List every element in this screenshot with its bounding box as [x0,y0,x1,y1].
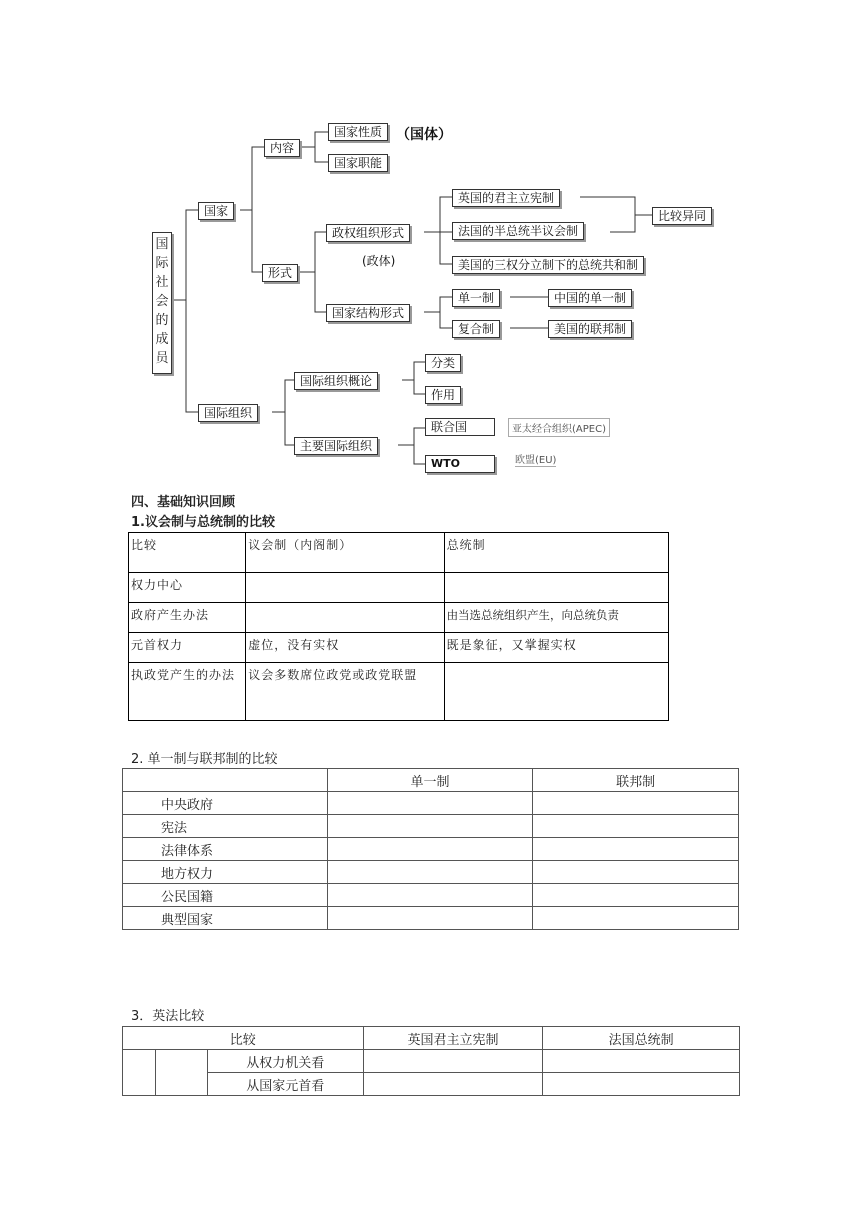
section-heading: 四、基础知识回顾 [131,495,236,510]
table-cell: 从权力机关看 [207,1050,363,1073]
table-row [123,1073,740,1096]
mindmap-connectors [0,0,860,480]
table-cell: 宪法 [123,815,328,838]
table-parliament-vs-presidential [128,532,669,721]
table-cell: 比较 [123,1027,364,1050]
table-row [123,1050,740,1073]
table-row [123,815,739,838]
table-cell: 权力中心 [129,573,246,603]
table-cell: 政府产生办法 [129,603,246,633]
node-eu: 欧盟(EU) [515,451,556,467]
table-cell: 执政党产生的办法 [129,663,246,721]
section3-title: 3．英法比较 [131,1009,205,1024]
mindmap-root: 国 际 社 会 的 成 员 [152,232,172,374]
node-un: 联合国 [425,418,495,436]
table-cell: 元首权力 [129,633,246,663]
table-unitary-vs-federal [122,768,739,930]
node-functions: 国家职能 [328,154,388,172]
table-cell: 虚位，没有实权 [246,633,444,663]
table-cell: 比较 [129,533,246,573]
table-cell: 从国家元首看 [207,1073,363,1096]
node-uk: 英国的君主立宪制 [452,189,560,207]
table-cell: 法国总统制 [543,1027,740,1050]
table-row [123,792,739,815]
table-cell [444,573,668,603]
node-intl-concept: 国际组织概论 [294,372,378,390]
table-row [123,884,739,907]
node-china-unitary: 中国的单一制 [548,289,632,307]
table-cell: 联邦制 [533,769,739,792]
table-cell: 由当选总统组织产生，向总统负责 [444,603,668,633]
node-us-federal: 美国的联邦制 [548,320,632,338]
node-nature: 国家性质 [328,123,388,141]
node-regime-note: (政体) [362,254,396,268]
table-cell: 议会多数席位政党或政党联盟 [246,663,444,721]
table-cell: 既是象征，又掌握实权 [444,633,668,663]
node-regime-form: 政权组织形式 [326,224,410,242]
node-main-orgs: 主要国际组织 [294,437,378,455]
section2-title: 2. 单一制与联邦制的比较 [131,752,278,767]
table-cell: 公民国籍 [123,884,328,907]
node-state: 国家 [198,202,234,220]
table-cell: 中央政府 [123,792,328,815]
table-cell: 议会制（内阁制） [246,533,444,573]
table-cell [123,769,328,792]
table-cell: 地方权力 [123,861,328,884]
node-compare: 比较异同 [652,207,712,225]
table-cell [444,663,668,721]
section-sub1: 1.议会制与总统制的比较 [131,515,275,530]
table-row [123,907,739,930]
table-cell [246,573,444,603]
table-row [123,838,739,861]
node-form: 形式 [262,264,298,282]
node-content: 内容 [264,139,300,157]
table-uk-vs-france [122,1026,740,1096]
node-classify: 分类 [425,354,461,372]
node-us: 美国的三权分立制下的总统共和制 [452,256,644,274]
node-federal: 复合制 [452,320,500,338]
table-cell: 法律体系 [123,838,328,861]
node-wto: WTO [425,455,495,473]
node-structure-form: 国家结构形式 [326,304,410,322]
table-row [123,861,739,884]
node-role: 作用 [425,386,461,404]
table-cell [246,603,444,633]
node-nature-note: （国体） [396,127,452,143]
table-cell: 典型国家 [123,907,328,930]
node-fr: 法国的半总统半议会制 [452,222,584,240]
node-unitary: 单一制 [452,289,500,307]
table-cell: 英国君主立宪制 [363,1027,543,1050]
node-intl-org: 国际组织 [198,404,258,422]
table-cell: 总统制 [444,533,668,573]
node-apec: 亚太经合组织(APEC) [508,418,610,437]
table-cell: 单一制 [327,769,533,792]
